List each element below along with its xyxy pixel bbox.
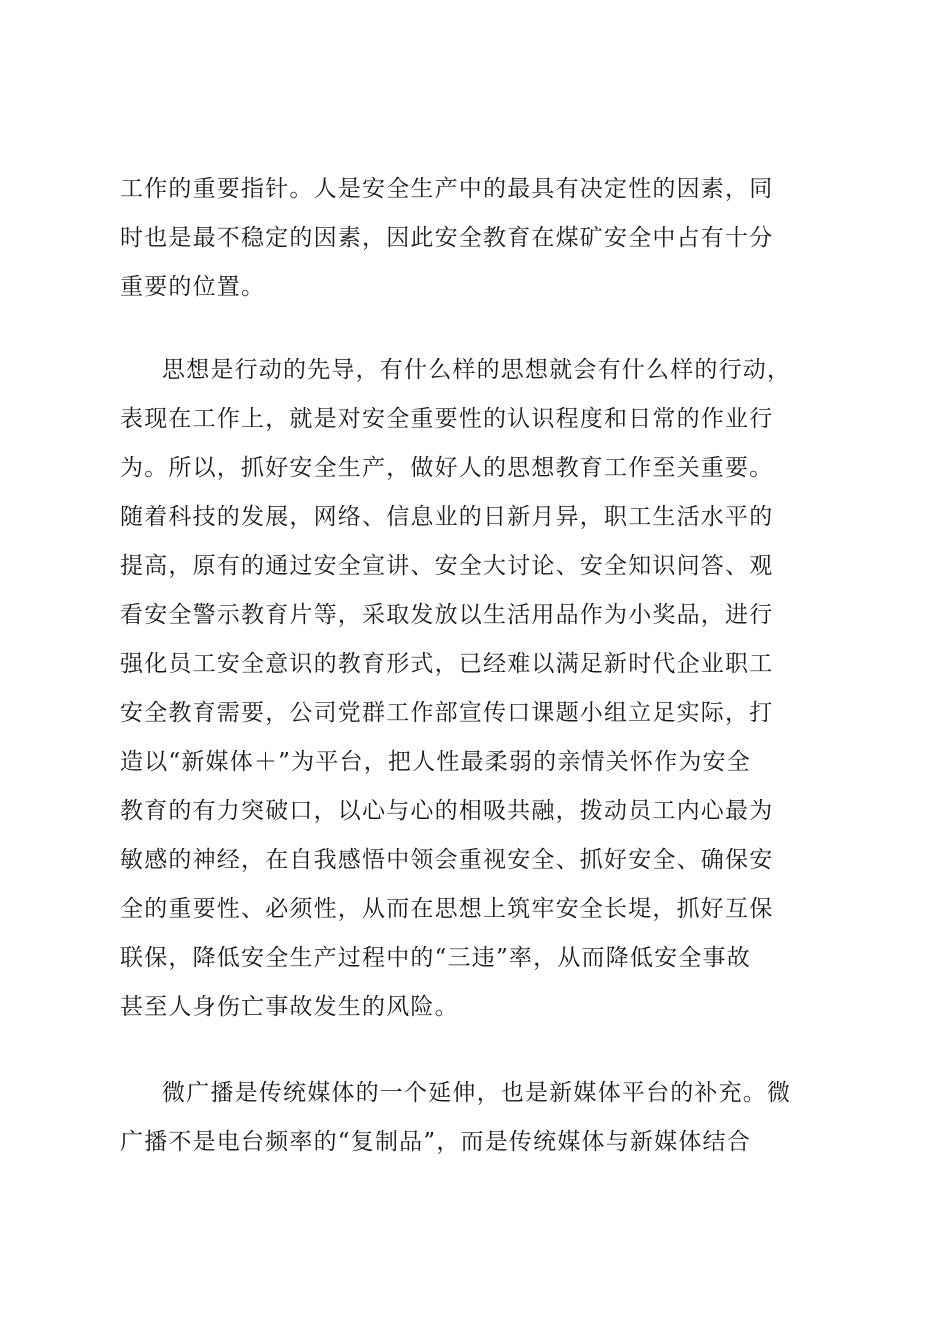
paragraph-line: 工作的重要指针。人是安全生产中的最具有决定性的因素，同 — [120, 176, 774, 202]
paragraph-line: 强化员工安全意识的教育形式，已经难以满足新时代企业职工 — [120, 651, 774, 677]
paragraph-line: 思想是行动的先导，有什么样的思想就会有什么样的行动， — [162, 357, 792, 383]
paragraph-line: 重要的位置。 — [120, 274, 266, 300]
paragraph-1 — [120, 165, 810, 312]
paragraph-line: 随着科技的发展，网络、信息业的日新月异，职工生活水平的 — [120, 504, 774, 530]
paragraph-line: 教育的有力突破口，以心与心的相吸共融，拨动员工内心最为 — [120, 798, 774, 824]
paragraph-line: 表现在工作上，就是对安全重要性的认识程度和日常的作业行 — [120, 406, 774, 432]
paragraph-line: 看安全警示教育片等，采取发放以生活用品作为小奖品，进行 — [120, 602, 774, 628]
paragraph-line: 提高，原有的通过安全宣讲、安全大讨论、安全知识问答、观 — [120, 553, 774, 579]
paragraph-line: 全的重要性、必须性，从而在思想上筑牢安全长堤，抓好互保 — [120, 896, 774, 922]
paragraph-line: 为。所以，抓好安全生产，做好人的思想教育工作至关重要。 — [120, 455, 774, 481]
paragraph-line: 联保，降低安全生产过程中的“三违”率，从而降低安全事故 — [120, 945, 751, 971]
paragraph-line: 微广播是传统媒体的一个延伸，也是新媒体平台的补充。微 — [162, 1080, 792, 1106]
paragraph-line: 安全教育需要，公司党群工作部宣传口课题小组立足实际，打 — [120, 700, 774, 726]
paragraph-3 — [120, 1069, 810, 1167]
paragraph-line: 广播不是电台频率的“复制品”，而是传统媒体与新媒体结合 — [120, 1129, 751, 1155]
paragraph-line: 甚至人身伤亡事故发生的风险。 — [120, 994, 459, 1020]
paragraph-2 — [120, 346, 810, 1032]
paragraph-line: 造以“新媒体＋”为平台，把人性最柔弱的亲情关怀作为安全 — [120, 749, 751, 775]
paragraph-line: 时也是最不稳定的因素，因此安全教育在煤矿安全中占有十分 — [120, 225, 774, 251]
paragraph-line: 敏感的神经，在自我感悟中领会重视安全、抓好安全、确保安 — [120, 847, 774, 873]
